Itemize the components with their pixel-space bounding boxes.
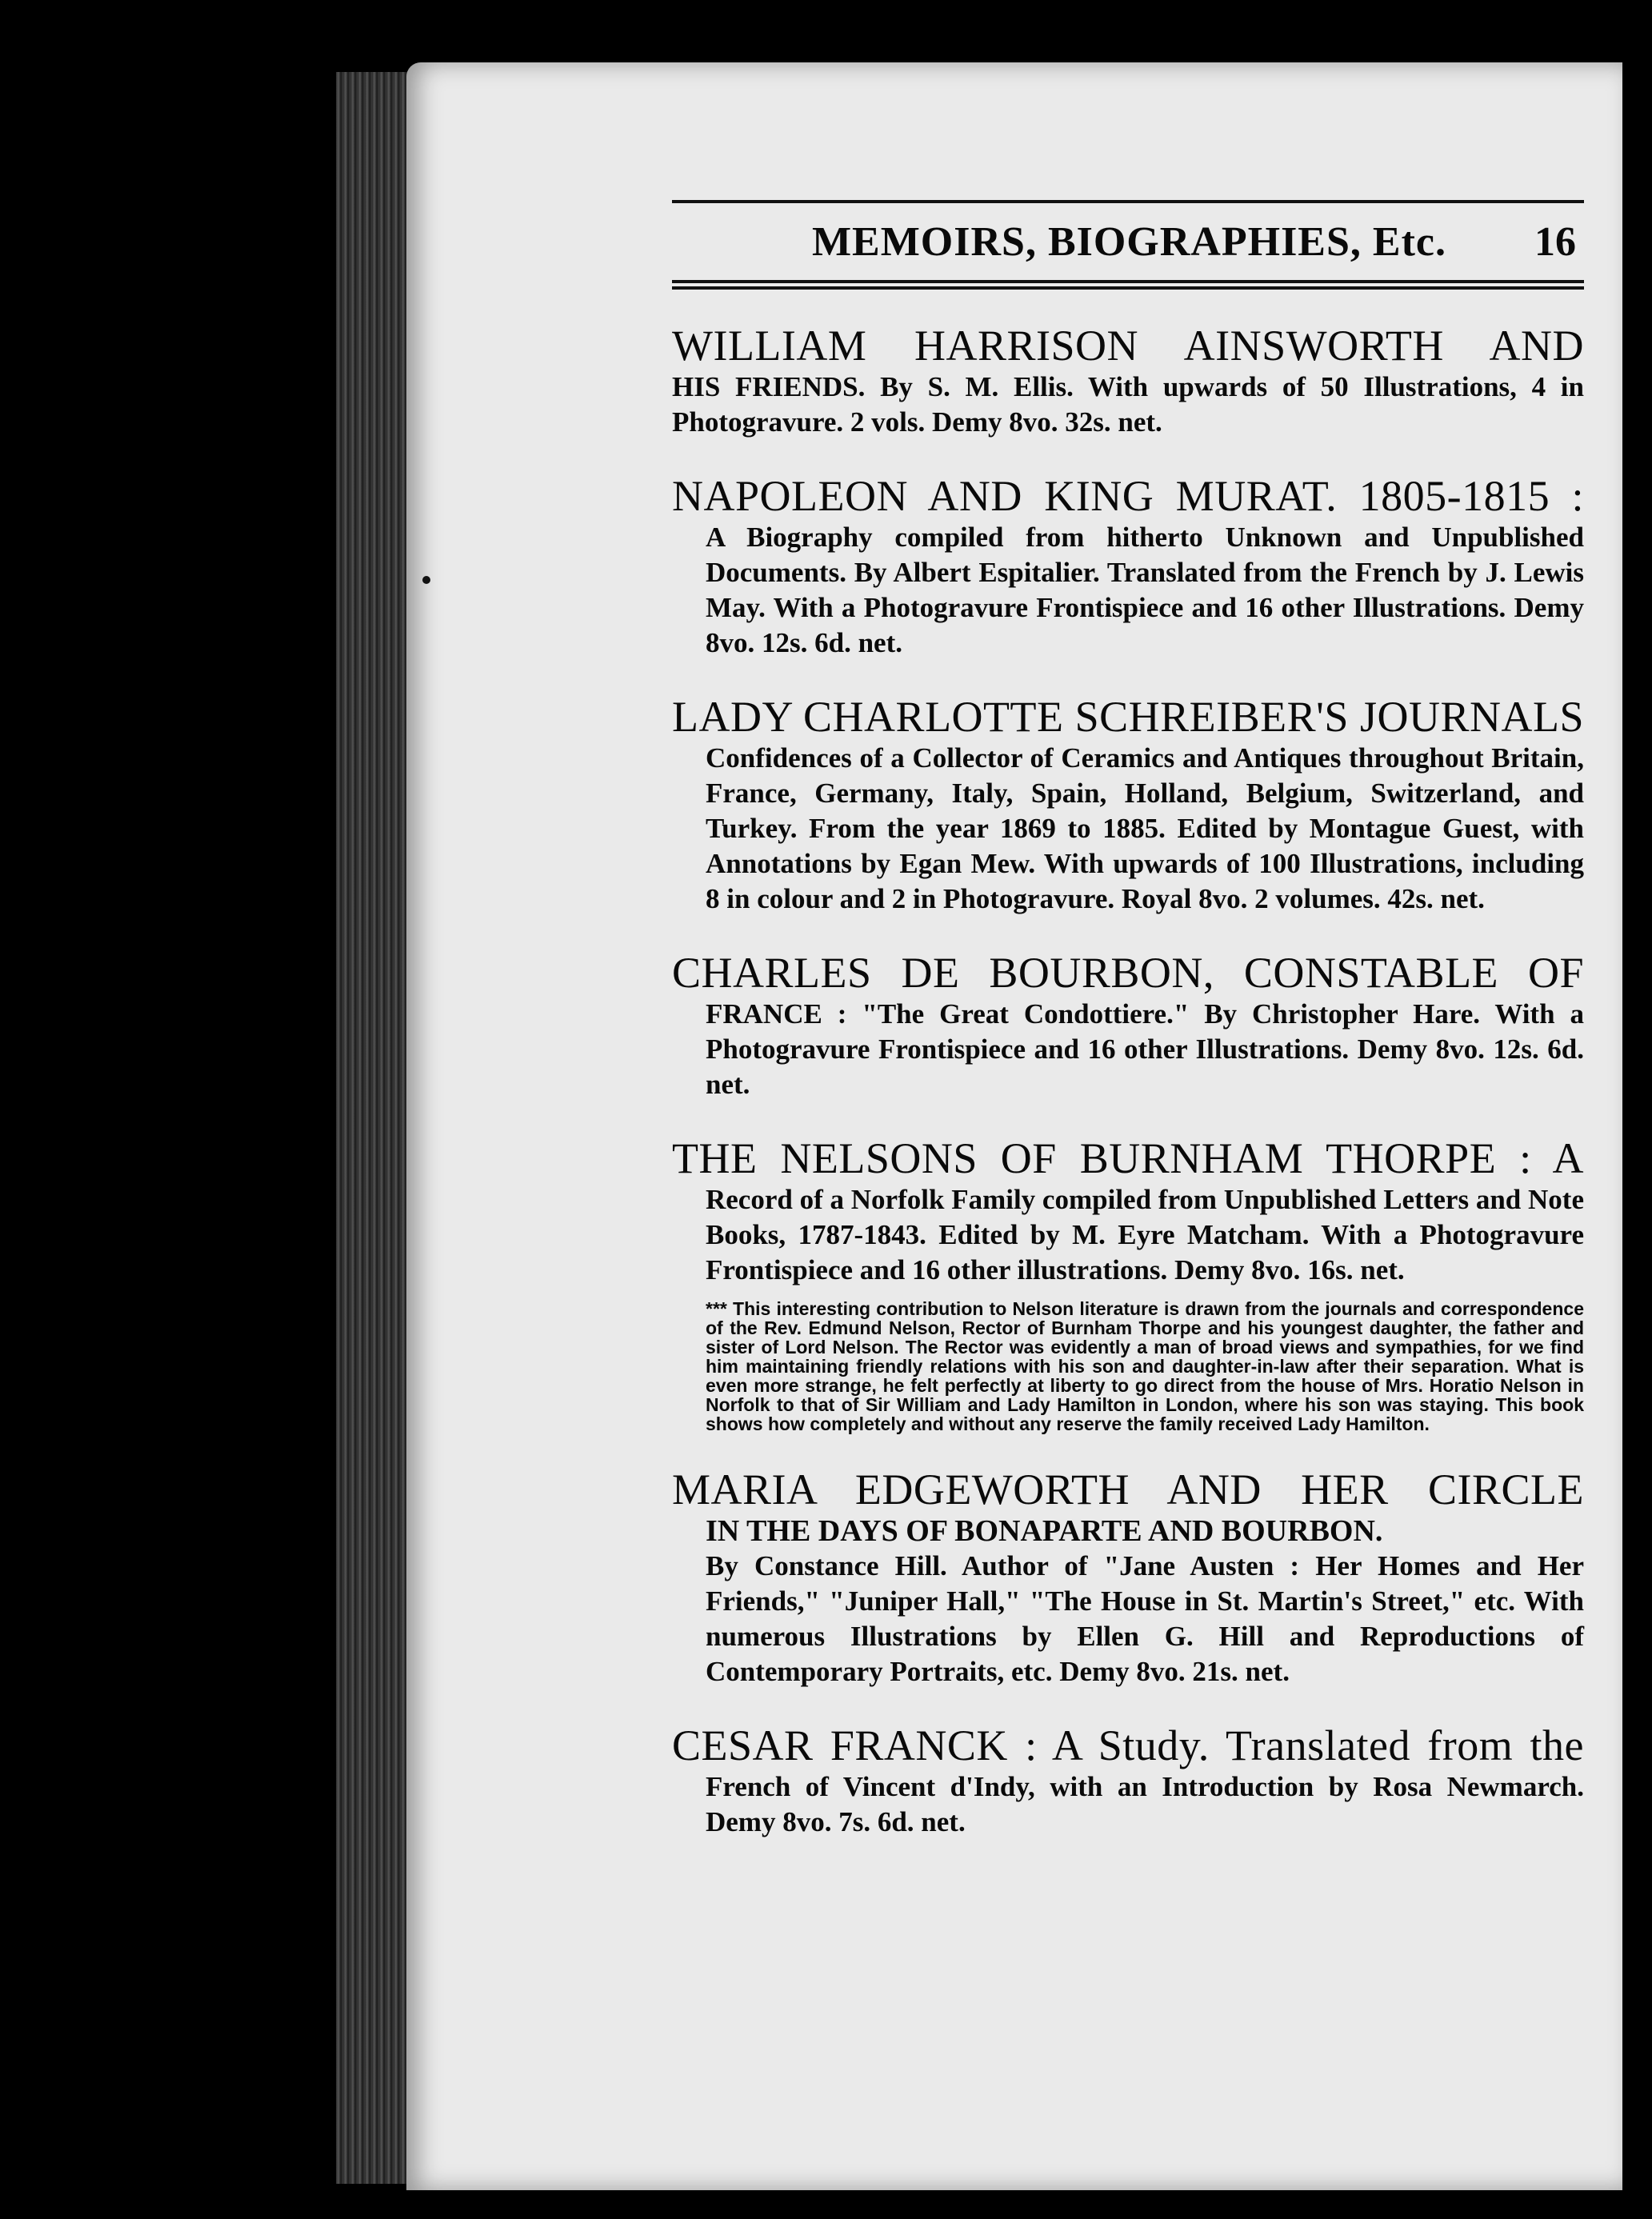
- entry-title: WILLIAM HARRISON AINSWORTH AND: [672, 322, 1584, 370]
- ink-speck: [422, 576, 430, 584]
- book-entry: [672, 693, 1584, 917]
- entry-note: *** This interesting contribution to Nelson literature is drawn from the journals and correspondence of the Rev. Edmund Nelson, Rector of Burnham Thorpe and his youngest daughter, the father and sister of Lord Nelson. The Rector was evidently a man of broad views and sympathies, for we find him maintaining friendly relations with his son and daughter-in-law after their separation. What is even more strange, he felt perfectly at liberty to go direct from the house of Mrs. Horatio Nelson in Norfolk to that of Sir William and Lady Hamilton in London, where his son was staying. This book shows how completely and without any reserve the family received Lady Hamilton.: [706, 1298, 1584, 1434]
- entry-title: CHARLES DE BOURBON, CONSTABLE OF: [672, 949, 1584, 997]
- entry-description: Confidences of a Collector of Ceramics and Antiques throughout Britain, France, Germany, Italy, Spain, Holland, Belgium, Switzerland, and Turkey. From the year 1869 to 1885. Edited by Montague Guest, with Annotations by Egan Mew. With upwards of 100 Illustrations, including 8 in colour and 2 in Photogravure. Royal 8vo. 2 volumes. 42s. net.: [706, 742, 1584, 914]
- entry-title: NAPOLEON AND KING MURAT. 1805-1815 :: [672, 472, 1584, 520]
- book-entry: [672, 472, 1584, 661]
- entry-title: LADY CHARLOTTE SCHREIBER'S JOURNALS: [672, 693, 1584, 741]
- running-header: [672, 200, 1584, 290]
- entry-description: French of Vincent d'Indy, with an Introduction by Rosa Newmarch. Demy 8vo. 7s. 6d. net.: [706, 1771, 1584, 1837]
- book-entry: [672, 1721, 1584, 1840]
- section-title: MEMOIRS, BIOGRAPHIES, Etc.: [811, 218, 1446, 265]
- entry-description: A Biography compiled from hitherto Unknown and Unpublished Documents. By Albert Espitalier. Translated from the French by J. Lewis May. With a Photogravure Frontispiece and 16 other Illustrations. Demy 8vo. 12s. 6d. net.: [706, 522, 1584, 658]
- book-entry: [672, 322, 1584, 440]
- entry-description: Record of a Norfolk Family compiled from Unpublished Letters and Note Books, 1787-1843. Edited by M. Eyre Matcham. With a Photogravure Frontispiece and 16 other illustrations. Demy 8vo. 16s. net.: [706, 1184, 1584, 1285]
- page-content: [672, 200, 1584, 1840]
- entry-title: MARIA EDGEWORTH AND HER CIRCLE: [672, 1465, 1584, 1513]
- entry-description: By Constance Hill. Author of "Jane Austen : Her Homes and Her Friends," "Juniper Hall," "The House in St. Martin's Street," etc. With numerous Illustrations by Ellen G. Hill and Reproductions of Contemporary Portraits, etc. Demy 8vo. 21s. net.: [706, 1550, 1584, 1687]
- book-entry: [672, 1465, 1584, 1689]
- entry-description: HIS FRIENDS. By S. M. Ellis. With upwards of 50 Illustrations, 4 in Photogravure. 2 vols. Demy 8vo. 32s. net.: [672, 371, 1584, 438]
- page-number: 16: [1534, 218, 1576, 265]
- entry-title: CESAR FRANCK : A Study. Translated from the: [672, 1721, 1584, 1769]
- book-entry: [672, 1134, 1584, 1433]
- entry-title: THE NELSONS OF BURNHAM THORPE : A: [672, 1134, 1584, 1182]
- book-entry: [672, 949, 1584, 1102]
- entry-subtitle: IN THE DAYS OF BONAPARTE AND BOURBON.: [706, 1514, 1383, 1548]
- entry-description: FRANCE : "The Great Condottiere." By Christopher Hare. With a Photogravure Frontispiece and 16 other Illustrations. Demy 8vo. 12s. 6d. net.: [706, 998, 1584, 1100]
